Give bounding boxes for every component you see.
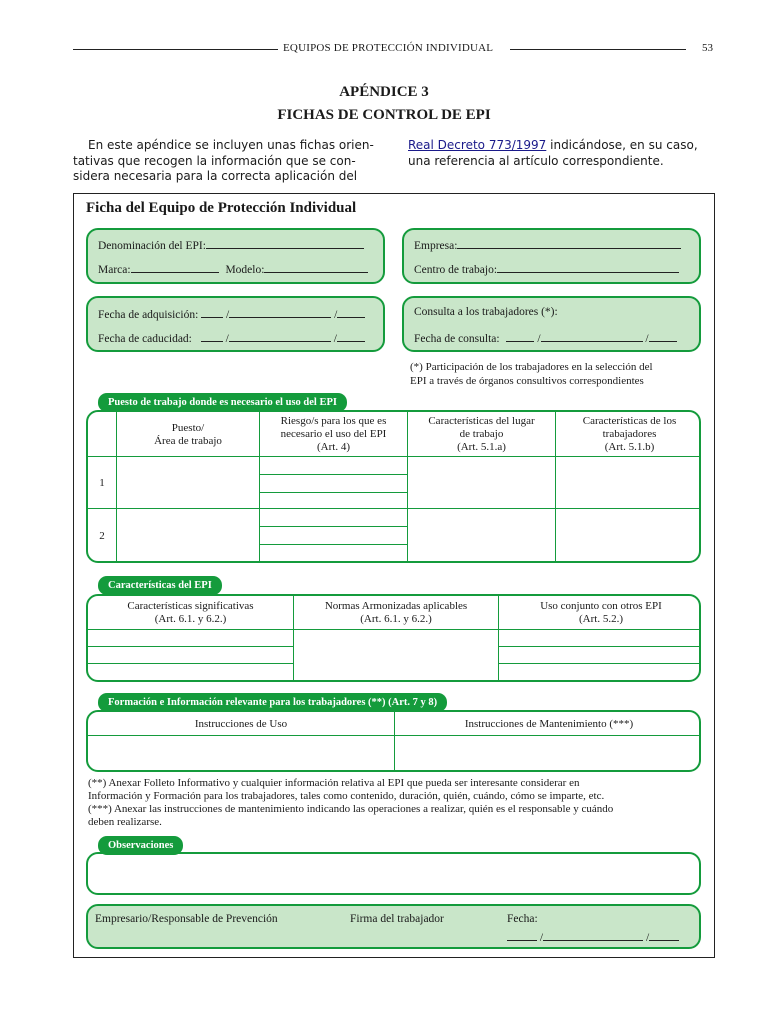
header-line: (Art. 5.1.b) [604,441,655,453]
adquisicion-day[interactable] [201,306,223,318]
header-line: Puesto/ [171,422,205,434]
modelo-field[interactable] [264,261,368,273]
col-normas-header [294,600,498,626]
denominacion-field[interactable] [206,237,364,249]
intro-line: tativas que recogen la información que se con- [73,153,356,168]
intro-line: sidera necesaria para la correcta aplicación del [73,169,358,183]
consulta-day[interactable] [506,330,534,342]
header-line: (Art. 6.1. y 6.2.) [360,613,432,625]
denominacion-label: Denominación del EPI: [98,240,206,252]
puesto-table [86,410,701,563]
consultation-box: Consulta a los trabajadores (*): Fecha de consulta: / / [402,296,701,352]
header-line: trabajadores [602,428,657,440]
header-line: Riesgo/s para los que es [280,415,387,427]
formacion-section-pill: Formación e Información relevante para los trabajadores (**) (Art. 7 y 8) [98,693,447,712]
footnotes [88,777,708,829]
header-line: necesario el uso del EPI [280,428,387,440]
fecha-month[interactable] [543,929,643,941]
appendix-title: APÉNDICE 3 [339,84,429,100]
intro-line: indicándose, en su caso, [546,138,698,152]
col-instrucciones-uso-header: Instrucciones de Uso [194,718,288,730]
intro-left-column [73,138,379,185]
row-number: 1 [99,477,105,489]
centro-label: Centro de trabajo: [414,264,498,276]
dates-box: Fecha de adquisición: / / Fecha de caducidad: / / [86,296,385,352]
caracteristicas-section-pill: Características del EPI [98,576,222,595]
footnote-line: Información y Formación para los trabajadores, tales como contenido, duración, quién, cuándo, cómo se imparte, etc. [88,790,605,802]
header-line: de trabajo [459,428,504,440]
header-line: (Art. 5.2.) [579,613,623,625]
puesto-section-pill: Puesto de trabajo donde es necesario el uso del EPI [98,393,347,412]
firma-label: Firma del trabajador [350,913,444,925]
marca-label: Marca: [98,264,131,276]
empresario-label: Empresario/Responsable de Prevención [95,913,278,925]
col-puesto-header [117,422,259,448]
header-rule-right [510,49,686,50]
signature-box: Empresario/Responsable de Prevención Firma del trabajador Fecha: / / [86,904,701,949]
caducidad-month[interactable] [229,330,331,342]
empresa-field[interactable] [457,237,681,249]
header-line: (Art. 5.1.a) [457,441,506,453]
adquisicion-label: Fecha de adquisición: [98,309,199,321]
footnote-line: (***) Anexar las instrucciones de mantenimiento indicando las operaciones a realizar, quién es el responsable y cuándo [88,803,614,815]
intro-line: En este apéndice se incluyen unas fichas orien- [88,138,374,152]
page-number: 53 [702,42,713,54]
company-box [402,228,701,284]
participation-note [410,361,705,388]
caducidad-year[interactable] [337,330,365,342]
col-significativas-header [88,600,293,626]
fecha-day[interactable] [507,929,537,941]
col-trabajadores-header [556,415,701,454]
header-line: Características significativas [127,600,254,612]
marca-field[interactable] [131,261,219,273]
col-instrucciones-mantenimiento-header: Instrucciones de Mantenimiento (***) [464,718,634,730]
intro-line: una referencia al artículo correspondiente. [408,153,664,168]
consulta-year[interactable] [649,330,677,342]
appendix-subtitle: FICHAS DE CONTROL DE EPI [277,107,491,123]
note-line: (*) Participación de los trabajadores en la selección del [410,361,653,373]
col-uso-conjunto-header [499,600,701,626]
header-rule-left [73,49,278,50]
caducidad-label: Fecha de caducidad: [98,333,192,345]
fecha-year[interactable] [649,929,679,941]
header-line: Uso conjunto con otros EPI [540,600,662,612]
real-decreto-link[interactable]: Real Decreto 773/1997 [408,138,547,152]
intro-right-column [408,138,714,169]
caducidad-day[interactable] [201,330,223,342]
adquisicion-month[interactable] [229,306,331,318]
header-line: Área de trabajo [154,435,222,447]
centro-field[interactable] [497,261,679,273]
header-line: (Art. 4) [317,441,350,453]
fecha-consulta-label: Fecha de consulta: [414,333,500,345]
col-riesgo-header [260,415,407,454]
ficha-title: Ficha del Equipo de Protección Individual [86,200,357,216]
header-line: Características de los [582,415,677,427]
observaciones-field[interactable] [86,852,701,895]
note-line: EPI a través de órganos consultivos correspondientes [410,374,644,387]
footnote-line: (**) Anexar Folleto Informativo y cualquier información relativa al EPI que pueda ser interesante considerar en [88,777,580,789]
header-line: Normas Armonizadas aplicables [324,600,468,612]
header-line: (Art. 6.1. y 6.2.) [154,613,227,625]
running-title: EQUIPOS DE PROTECCIÓN INDIVIDUAL [283,42,494,54]
header-line: Características del lugar [428,415,535,427]
empresa-label: Empresa: [414,240,458,252]
row-number: 2 [99,530,105,542]
consulta-month[interactable] [541,330,643,342]
consulta-label: Consulta a los trabajadores (*): [414,306,558,318]
col-lugar-header [408,415,555,454]
caracteristicas-table [86,594,701,682]
adquisicion-year[interactable] [337,306,365,318]
equipment-box [86,228,385,284]
fecha-label: Fecha: [507,913,538,925]
observaciones-pill: Observaciones [98,836,183,855]
formacion-table [86,710,701,772]
modelo-label: Modelo: [225,264,265,276]
footnote-line: deben realizarse. [88,816,162,828]
